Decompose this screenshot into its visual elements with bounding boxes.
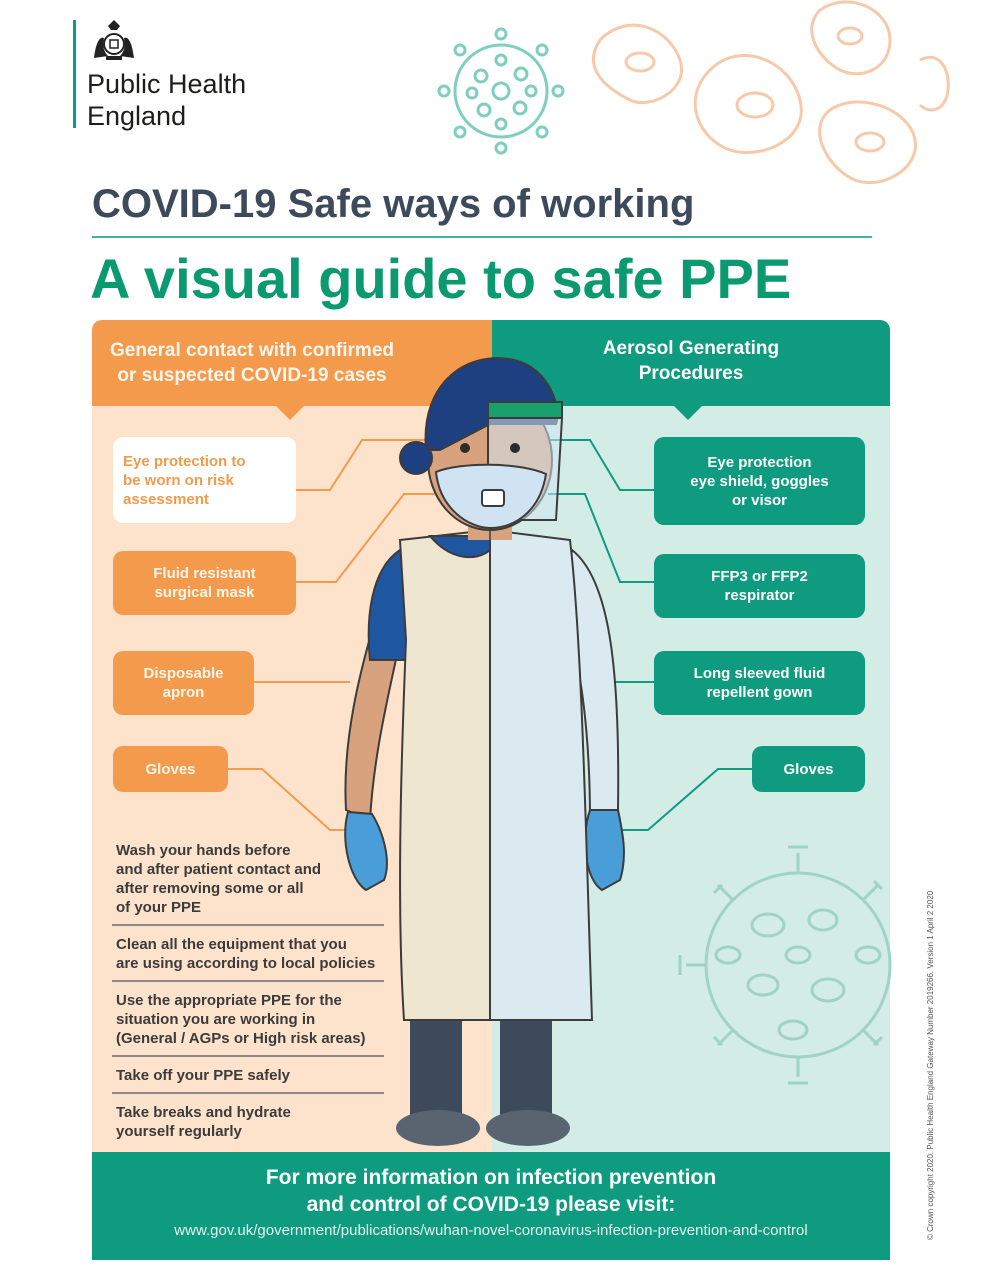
footer-link[interactable]: www.gov.uk/government/publications/wuhan-novel-coronavirus-infection-prevention-and-control [174, 1222, 808, 1239]
safety-notes-list [112, 838, 384, 1154]
label-long-sleeved-gown: Long sleeved fluid repellent gown [654, 651, 865, 715]
title-divider [92, 236, 872, 238]
note-wash-hands: Wash your hands before and after patient contact and after removing some or all of your PPE [112, 838, 384, 926]
page-subtitle: A visual guide to safe PPE [90, 247, 792, 310]
footer-message: For more information on infection prevention and control of COVID-19 please visit: [265, 1166, 717, 1216]
brand-bar [73, 20, 76, 128]
note-breaks-hydrate: Take breaks and hydrate yourself regularly [116, 1104, 291, 1140]
virus-blob-decoration-icon [590, 0, 950, 200]
label-disposable-apron: Disposable apron [113, 651, 254, 715]
page-title: COVID-19 Safe ways of working [92, 182, 695, 226]
general-contact-heading: General contact with confirmed or suspected COVID-19 cases [110, 340, 394, 386]
label-fluid-resistant-surgical-mask: Fluid resistant surgical mask [113, 551, 296, 615]
label-eye-protection-visor: Eye protection eye shield, goggles or visor [654, 437, 865, 525]
royal-coat-of-arms-icon [86, 18, 142, 66]
note-take-off-ppe: Take off your PPE safely [112, 1063, 384, 1094]
note-appropriate-ppe: Use the appropriate PPE for the situation you are working in (General / AGPs or High risk areas) [112, 988, 384, 1057]
label-gloves-aerosol: Gloves [752, 746, 865, 792]
aerosol-procedures-heading: Aerosol Generating Procedures [602, 338, 780, 384]
organisation-name: Public Health England [87, 69, 247, 131]
note-clean-equipment: Clean all the equipment that you are using according to local policies [112, 932, 384, 982]
label-ffp3-ffp2-respirator: FFP3 or FFP2 respirator [654, 554, 865, 618]
virus-decoration-icon [436, 26, 566, 156]
copyright-note: © Crown copyright 2020. Public Health England Gateway Number 2019266. Version 1 April 2 2020 [926, 890, 935, 1240]
label-eye-protection-risk-assessment: Eye protection to be worn on risk assessment [113, 437, 296, 523]
label-gloves-general: Gloves [113, 746, 228, 792]
virus-decoration-icon [668, 825, 898, 1095]
